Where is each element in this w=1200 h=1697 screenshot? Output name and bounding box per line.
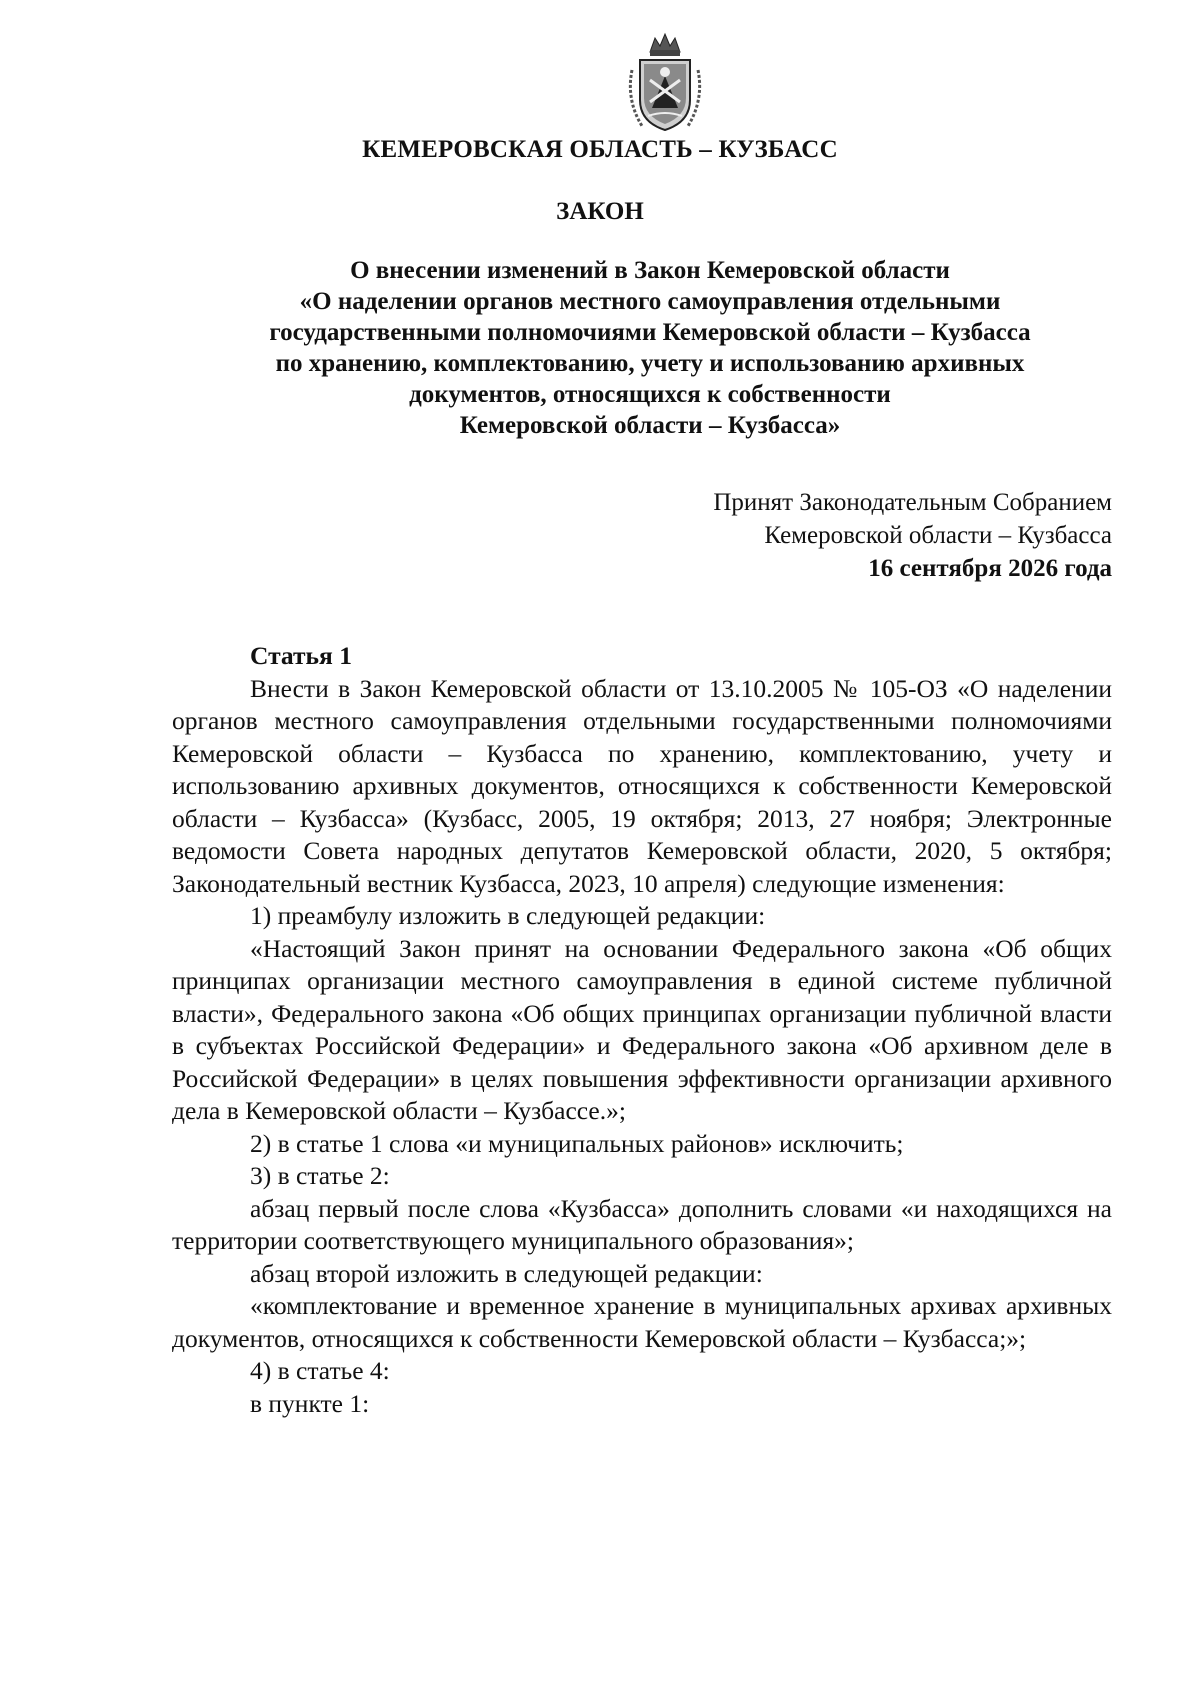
amendment-item-3-text-2: абзац второй изложить в следующей редакции: (250, 1258, 763, 1288)
region-heading: КЕМЕРОВСКАЯ ОБЛАСТЬ – КУЗБАСС (362, 136, 838, 163)
law-title-line: «О наделении органов местного самоуправления отдельными (299, 288, 1001, 315)
article-heading: Статья 1 (250, 641, 352, 670)
adoption-block (512, 486, 1112, 585)
law-title-line: по хранению, комплектованию, учету и использованию архивных (275, 350, 1025, 377)
amendment-item-3-text-3: «комплектование и временное хранение в муниципальных архивах архивных документов, относящихся к собственности Кемеровской области – Кузбасса;»; (172, 1291, 1112, 1353)
amendment-item-1: 1) преамбулу изложить в следующей редакции: (250, 901, 766, 930)
law-title-line: государственными полномочиями Кемеровской области – Кузбасса (269, 319, 1031, 346)
adoption-line: Принят Законодательным Собранием (713, 489, 1112, 516)
law-title-line: документов, относящихся к собственности (409, 381, 891, 408)
law-title-line: Кемеровской области – Кузбасса» (459, 412, 841, 439)
amendment-item-1-text: «Настоящий Закон принят на основании Федерального закона «Об общих принципах организации местного самоуправления в единой системе публичной власти», Федерального закона «Об общих принципах организации публичной власти в субъектах Российской Федерации» и Федерального закона «Об архивном деле в Российской Федерации» в целях повышения эффективности организации архивного дела в Кемеровской области – Кузбассе.»; (172, 933, 1112, 1125)
adoption-date: 16 сентября 2026 года (868, 555, 1112, 582)
law-title-line: О внесении изменений в Закон Кемеровской области (350, 257, 950, 284)
amendment-item-2: 2) в статье 1 слова «и муниципальных районов» исключить; (250, 1128, 904, 1158)
amendment-item-3-text-1: абзац первый после слова «Кузбасса» дополнить словами «и находящихся на территории соответствующего муниципального образования»; (172, 1193, 1112, 1255)
law-title (200, 255, 1100, 441)
article-body (172, 640, 1112, 1420)
article-intro-paragraph: Внести в Закон Кемеровской области от 13.10.2005 № 105-ОЗ «О наделении органов местного самоуправления отдельными государственными полномочиями Кемеровской области – Кузбасса по хранению, комплектованию, учету и использованию архивных документов, относящихся к собственности Кемеровской области – Кузбасса» (Кузбасс, 2005, 19 октября; 2013, 27 ноября; Электронные ведомости Совета народных депутатов Кемеровской области, 2020, 5 октября; Законодательный вестник Кузбасса, 2023, 10 апреля) следующие изменения: (172, 673, 1112, 898)
coat-of-arms-emblem-icon (620, 30, 710, 138)
amendment-item-3: 3) в статье 2: (250, 1161, 390, 1190)
amendment-item-4: 4) в статье 4: (250, 1356, 390, 1385)
adoption-line: Кемеровской области – Кузбасса (764, 522, 1112, 549)
amendment-item-4-text: в пункте 1: (250, 1388, 370, 1418)
document-type-heading: ЗАКОН (556, 198, 644, 225)
